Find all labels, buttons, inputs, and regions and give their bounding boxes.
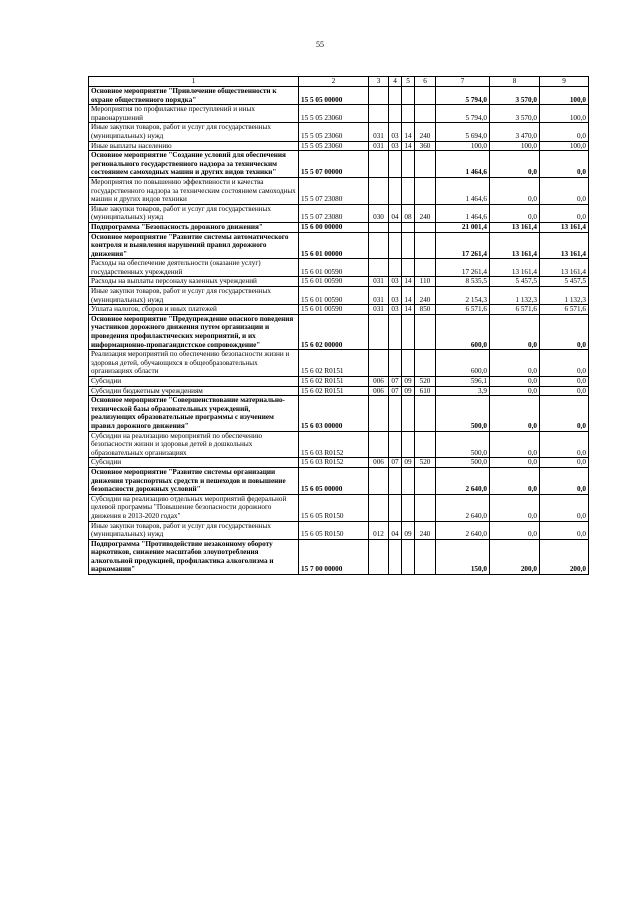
row-col3 — [369, 151, 389, 178]
table-row — [89, 105, 589, 123]
row-value-7: 8 535,5 — [436, 277, 490, 287]
row-value-9: 0,0 — [540, 431, 589, 458]
row-value-8: 0,0 — [490, 467, 540, 494]
table-row — [89, 123, 589, 141]
row-name: Субсидии на реализацию отдельных мероприятий федеральной целевой программы "Повышение безопасности дорожного движения в 2013-2020 годах" — [89, 494, 299, 521]
row-value-9: 0,0 — [540, 467, 589, 494]
row-col5: 14 — [402, 141, 415, 151]
row-value-8: 5 457,5 — [490, 277, 540, 287]
row-value-8: 100,0 — [490, 141, 540, 151]
row-code: 15 6 02 R0151 — [299, 386, 369, 396]
table-row — [89, 204, 589, 222]
row-value-7: 1 464,6 — [436, 204, 490, 222]
table-row — [89, 222, 589, 232]
row-code: 15 6 03 R0152 — [299, 458, 369, 468]
row-value-9: 200,0 — [540, 539, 589, 574]
row-name: Субсидии — [89, 458, 299, 468]
row-value-8: 0,0 — [490, 431, 540, 458]
table-row — [89, 396, 589, 431]
row-col6 — [415, 232, 436, 259]
row-name: Субсидии — [89, 377, 299, 387]
row-value-8: 0,0 — [490, 314, 540, 349]
row-col5 — [402, 314, 415, 349]
row-col5: 14 — [402, 123, 415, 141]
row-value-9: 13 161,4 — [540, 259, 589, 277]
row-name: Основное мероприятие "Создание условий для обеспечения регионального государственного надзора за техническим состоянием самоходных машин и других видов техники" — [89, 151, 299, 178]
row-value-7: 2 640,0 — [436, 467, 490, 494]
row-col6 — [415, 177, 436, 204]
row-value-8: 3 570,0 — [490, 87, 540, 105]
row-value-9: 5 457,5 — [540, 277, 589, 287]
row-value-8: 13 161,4 — [490, 232, 540, 259]
row-col5 — [402, 105, 415, 123]
row-col5 — [402, 350, 415, 377]
row-name: Основное мероприятие "Развитие системы организации движения транспортных средств и пешеходов и повышение безопасности дорожных условий" — [89, 467, 299, 494]
row-col4: 07 — [389, 386, 402, 396]
row-col4: 04 — [389, 204, 402, 222]
row-value-7: 2 154,3 — [436, 287, 490, 305]
row-value-7: 600,0 — [436, 314, 490, 349]
table-row — [89, 277, 589, 287]
table-row — [89, 377, 589, 387]
row-col6: 240 — [415, 287, 436, 305]
row-value-7: 3,9 — [436, 386, 490, 396]
row-col4 — [389, 314, 402, 349]
row-col3 — [369, 259, 389, 277]
row-col5: 09 — [402, 521, 415, 539]
row-col4 — [389, 259, 402, 277]
col-header: 8 — [490, 77, 540, 87]
row-code: 15 5 05 23060 — [299, 141, 369, 151]
row-code: 15 5 05 23060 — [299, 105, 369, 123]
row-col5 — [402, 431, 415, 458]
row-value-9: 100,0 — [540, 105, 589, 123]
row-name: Основное мероприятие "Привлечение общественности к охране общественного порядка" — [89, 87, 299, 105]
row-code: 15 6 05 R0150 — [299, 521, 369, 539]
row-name: Мероприятия по профилактике преступлений и иных правонарушений — [89, 105, 299, 123]
row-value-9: 0,0 — [540, 123, 589, 141]
row-name: Иные закупки товаров, работ и услуг для государственных (муниципальных) нужд — [89, 521, 299, 539]
row-value-9: 0,0 — [540, 350, 589, 377]
row-col6 — [415, 467, 436, 494]
row-value-8: 13 161,4 — [490, 222, 540, 232]
row-name: Иные закупки товаров, работ и услуг для государственных (муниципальных) нужд — [89, 204, 299, 222]
row-value-8: 0,0 — [490, 204, 540, 222]
row-col5 — [402, 259, 415, 277]
row-code: 15 6 02 R0151 — [299, 350, 369, 377]
row-name: Субсидии на реализацию мероприятий по обеспечению безопасности жизни и здоровья детей в дошкольных образовательных организациях — [89, 431, 299, 458]
row-code: 15 6 01 00000 — [299, 232, 369, 259]
row-value-9: 0,0 — [540, 377, 589, 387]
row-col3: 031 — [369, 123, 389, 141]
row-code: 15 6 01 00590 — [299, 287, 369, 305]
row-value-7: 5 694,0 — [436, 123, 490, 141]
row-value-7: 17 261,4 — [436, 259, 490, 277]
col-header: 1 — [89, 77, 299, 87]
row-col6 — [415, 259, 436, 277]
row-code: 15 6 02 R0151 — [299, 377, 369, 387]
row-value-8: 200,0 — [490, 539, 540, 574]
row-col6 — [415, 87, 436, 105]
row-col3 — [369, 539, 389, 574]
row-col3: 031 — [369, 287, 389, 305]
table-row — [89, 314, 589, 349]
row-value-7: 600,0 — [436, 350, 490, 377]
row-value-8: 0,0 — [490, 151, 540, 178]
row-value-9: 0,0 — [540, 458, 589, 468]
row-name: Иные закупки товаров, работ и услуг для государственных (муниципальных) нужд — [89, 123, 299, 141]
row-name: Основное мероприятие "Развитие системы автоматического контроля и выявления нарушений правил дорожного движения" — [89, 232, 299, 259]
col-header: 7 — [436, 77, 490, 87]
row-col5 — [402, 539, 415, 574]
row-value-9: 0,0 — [540, 494, 589, 521]
col-header: 5 — [402, 77, 415, 87]
row-value-7: 500,0 — [436, 458, 490, 468]
row-code: 15 5 07 23080 — [299, 204, 369, 222]
row-value-9: 0,0 — [540, 177, 589, 204]
row-code: 15 6 05 00000 — [299, 467, 369, 494]
row-value-8: 0,0 — [490, 458, 540, 468]
row-col6: 520 — [415, 458, 436, 468]
row-col4 — [389, 87, 402, 105]
row-col6: 240 — [415, 123, 436, 141]
row-col6 — [415, 151, 436, 178]
row-value-9: 13 161,4 — [540, 222, 589, 232]
col-header: 3 — [369, 77, 389, 87]
row-code: 15 5 05 23060 — [299, 123, 369, 141]
row-col6 — [415, 494, 436, 521]
row-value-9: 0,0 — [540, 314, 589, 349]
row-value-7: 2 640,0 — [436, 521, 490, 539]
row-value-8: 13 161,4 — [490, 259, 540, 277]
row-value-9: 100,0 — [540, 141, 589, 151]
row-value-7: 1 464,6 — [436, 177, 490, 204]
row-col5 — [402, 396, 415, 431]
row-col5: 14 — [402, 287, 415, 305]
row-col6 — [415, 431, 436, 458]
row-name: Субсидии бюджетным учреждениям — [89, 386, 299, 396]
row-value-7: 596,1 — [436, 377, 490, 387]
header-row — [89, 77, 589, 87]
table-row — [89, 177, 589, 204]
row-value-9: 1 132,3 — [540, 287, 589, 305]
row-col6: 240 — [415, 521, 436, 539]
row-col4 — [389, 222, 402, 232]
row-col3: 012 — [369, 521, 389, 539]
row-col3: 031 — [369, 305, 389, 315]
row-value-7: 150,0 — [436, 539, 490, 574]
row-col3 — [369, 350, 389, 377]
row-col6: 110 — [415, 277, 436, 287]
row-col5: 09 — [402, 386, 415, 396]
row-col3 — [369, 494, 389, 521]
row-col4 — [389, 232, 402, 259]
row-col3 — [369, 314, 389, 349]
row-value-9: 100,0 — [540, 87, 589, 105]
table-row — [89, 350, 589, 377]
row-col3: 031 — [369, 141, 389, 151]
row-value-7: 17 261,4 — [436, 232, 490, 259]
row-name: Основное мероприятие "Совершенствование материально-технической базы образовательных учреждений, реализующих образовательные программы с изучением правил дорожного движения" — [89, 396, 299, 431]
row-code: 15 5 07 23080 — [299, 177, 369, 204]
row-value-7: 1 464,6 — [436, 151, 490, 178]
table-row — [89, 287, 589, 305]
row-col3 — [369, 396, 389, 431]
row-col5: 09 — [402, 458, 415, 468]
row-col6 — [415, 222, 436, 232]
row-col6: 360 — [415, 141, 436, 151]
row-col6: 850 — [415, 305, 436, 315]
row-col3 — [369, 431, 389, 458]
table-row — [89, 521, 589, 539]
row-value-8: 3 470,0 — [490, 123, 540, 141]
row-col6 — [415, 396, 436, 431]
row-code: 15 6 02 00000 — [299, 314, 369, 349]
row-value-9: 0,0 — [540, 521, 589, 539]
row-col4 — [389, 177, 402, 204]
row-name: Основное мероприятие "Предупреждение опасного поведения участников дорожного движения путем организации и проведения профилактических мероприятий, и их информационно-пропагандистское сопровождение" — [89, 314, 299, 349]
table-row — [89, 467, 589, 494]
row-col6: 240 — [415, 204, 436, 222]
row-code: 15 6 00 00000 — [299, 222, 369, 232]
row-value-7: 100,0 — [436, 141, 490, 151]
row-col6 — [415, 350, 436, 377]
row-col4: 04 — [389, 521, 402, 539]
row-col6: 610 — [415, 386, 436, 396]
row-code: 15 6 01 00590 — [299, 277, 369, 287]
row-value-8: 0,0 — [490, 350, 540, 377]
row-col4 — [389, 151, 402, 178]
row-col3 — [369, 177, 389, 204]
table-row — [89, 539, 589, 574]
row-value-9: 6 571,6 — [540, 305, 589, 315]
row-name: Расходы на выплаты персоналу казенных учреждений — [89, 277, 299, 287]
row-value-7: 6 571,6 — [436, 305, 490, 315]
row-code: 15 5 05 00000 — [299, 87, 369, 105]
row-col3: 006 — [369, 458, 389, 468]
row-col5: 09 — [402, 377, 415, 387]
row-value-8: 1 132,3 — [490, 287, 540, 305]
budget-table — [88, 76, 589, 575]
row-col6 — [415, 539, 436, 574]
row-value-9: 0,0 — [540, 204, 589, 222]
row-value-7: 2 640,0 — [436, 494, 490, 521]
row-code: 15 7 00 00000 — [299, 539, 369, 574]
table-row — [89, 259, 589, 277]
row-col5: 14 — [402, 277, 415, 287]
row-value-8: 0,0 — [490, 396, 540, 431]
row-col6: 520 — [415, 377, 436, 387]
row-value-8: 0,0 — [490, 377, 540, 387]
row-col4: 07 — [389, 377, 402, 387]
col-header: 2 — [299, 77, 369, 87]
row-col4 — [389, 396, 402, 431]
row-col5 — [402, 494, 415, 521]
row-value-9: 0,0 — [540, 151, 589, 178]
row-code: 15 6 01 00590 — [299, 259, 369, 277]
row-col5 — [402, 467, 415, 494]
row-col3: 031 — [369, 277, 389, 287]
row-col4 — [389, 539, 402, 574]
row-col3 — [369, 232, 389, 259]
row-value-7: 5 794,0 — [436, 87, 490, 105]
row-name: Иные выплаты населению — [89, 141, 299, 151]
row-value-8: 0,0 — [490, 386, 540, 396]
table-body — [89, 87, 589, 575]
row-name: Подпрограмма "Безопасность дорожного движения" — [89, 222, 299, 232]
row-col4: 03 — [389, 287, 402, 305]
row-value-8: 0,0 — [490, 521, 540, 539]
row-col5 — [402, 151, 415, 178]
table-row — [89, 458, 589, 468]
row-col4 — [389, 467, 402, 494]
table-row — [89, 141, 589, 151]
row-col3: 030 — [369, 204, 389, 222]
row-col4 — [389, 105, 402, 123]
row-col4: 07 — [389, 458, 402, 468]
col-header: 9 — [540, 77, 589, 87]
row-code: 15 6 01 00590 — [299, 305, 369, 315]
row-col3: 006 — [369, 386, 389, 396]
row-value-9: 0,0 — [540, 396, 589, 431]
table-row — [89, 87, 589, 105]
row-col6 — [415, 314, 436, 349]
row-value-8: 3 570,0 — [490, 105, 540, 123]
row-col5: 14 — [402, 305, 415, 315]
row-name: Иные закупки товаров, работ и услуг для государственных (муниципальных) нужд — [89, 287, 299, 305]
row-value-7: 500,0 — [436, 431, 490, 458]
row-col5 — [402, 222, 415, 232]
row-name: Подпрограмма "Противодействие незаконному обороту наркотиков, снижение масштабов злоупотребления алкогольной продукцией, профилактика алкоголизма и наркомании" — [89, 539, 299, 574]
col-header: 6 — [415, 77, 436, 87]
row-name: Уплата налогов, сборов и иных платежей — [89, 305, 299, 315]
row-col4 — [389, 431, 402, 458]
row-col3 — [369, 105, 389, 123]
row-name: Расходы на обеспечение деятельности (оказание услуг) государственных учреждений — [89, 259, 299, 277]
table-row — [89, 494, 589, 521]
row-code: 15 6 03 00000 — [299, 396, 369, 431]
row-value-8: 0,0 — [490, 494, 540, 521]
row-col4 — [389, 350, 402, 377]
row-col5: 08 — [402, 204, 415, 222]
row-col4: 03 — [389, 305, 402, 315]
table-row — [89, 305, 589, 315]
row-code: 15 6 05 R0150 — [299, 494, 369, 521]
row-code: 15 6 03 R0152 — [299, 431, 369, 458]
row-name: Мероприятия по повышению эффективности и качества государственного надзора за техническим состоянием самоходных машин и других видов техники — [89, 177, 299, 204]
row-col4: 03 — [389, 141, 402, 151]
row-value-8: 0,0 — [490, 177, 540, 204]
page-number: 55 — [316, 40, 324, 49]
table-row — [89, 232, 589, 259]
row-col5 — [402, 87, 415, 105]
row-col3 — [369, 87, 389, 105]
row-value-9: 0,0 — [540, 386, 589, 396]
table-row — [89, 386, 589, 396]
row-col6 — [415, 105, 436, 123]
row-col4: 03 — [389, 277, 402, 287]
row-value-8: 6 571,6 — [490, 305, 540, 315]
row-value-7: 5 794,0 — [436, 105, 490, 123]
table-row — [89, 431, 589, 458]
row-col3 — [369, 467, 389, 494]
row-col5 — [402, 177, 415, 204]
row-col3: 006 — [369, 377, 389, 387]
row-value-7: 500,0 — [436, 396, 490, 431]
row-code: 15 5 07 00000 — [299, 151, 369, 178]
row-name: Реализация мероприятий по обеспечению безопасности жизни и здоровья детей, обучающихся в общеобразовательных организациях области — [89, 350, 299, 377]
row-col5 — [402, 232, 415, 259]
row-value-9: 13 161,4 — [540, 232, 589, 259]
row-value-7: 21 001,4 — [436, 222, 490, 232]
row-col4 — [389, 494, 402, 521]
table-row — [89, 151, 589, 178]
col-header: 4 — [389, 77, 402, 87]
row-col3 — [369, 222, 389, 232]
row-col4: 03 — [389, 123, 402, 141]
